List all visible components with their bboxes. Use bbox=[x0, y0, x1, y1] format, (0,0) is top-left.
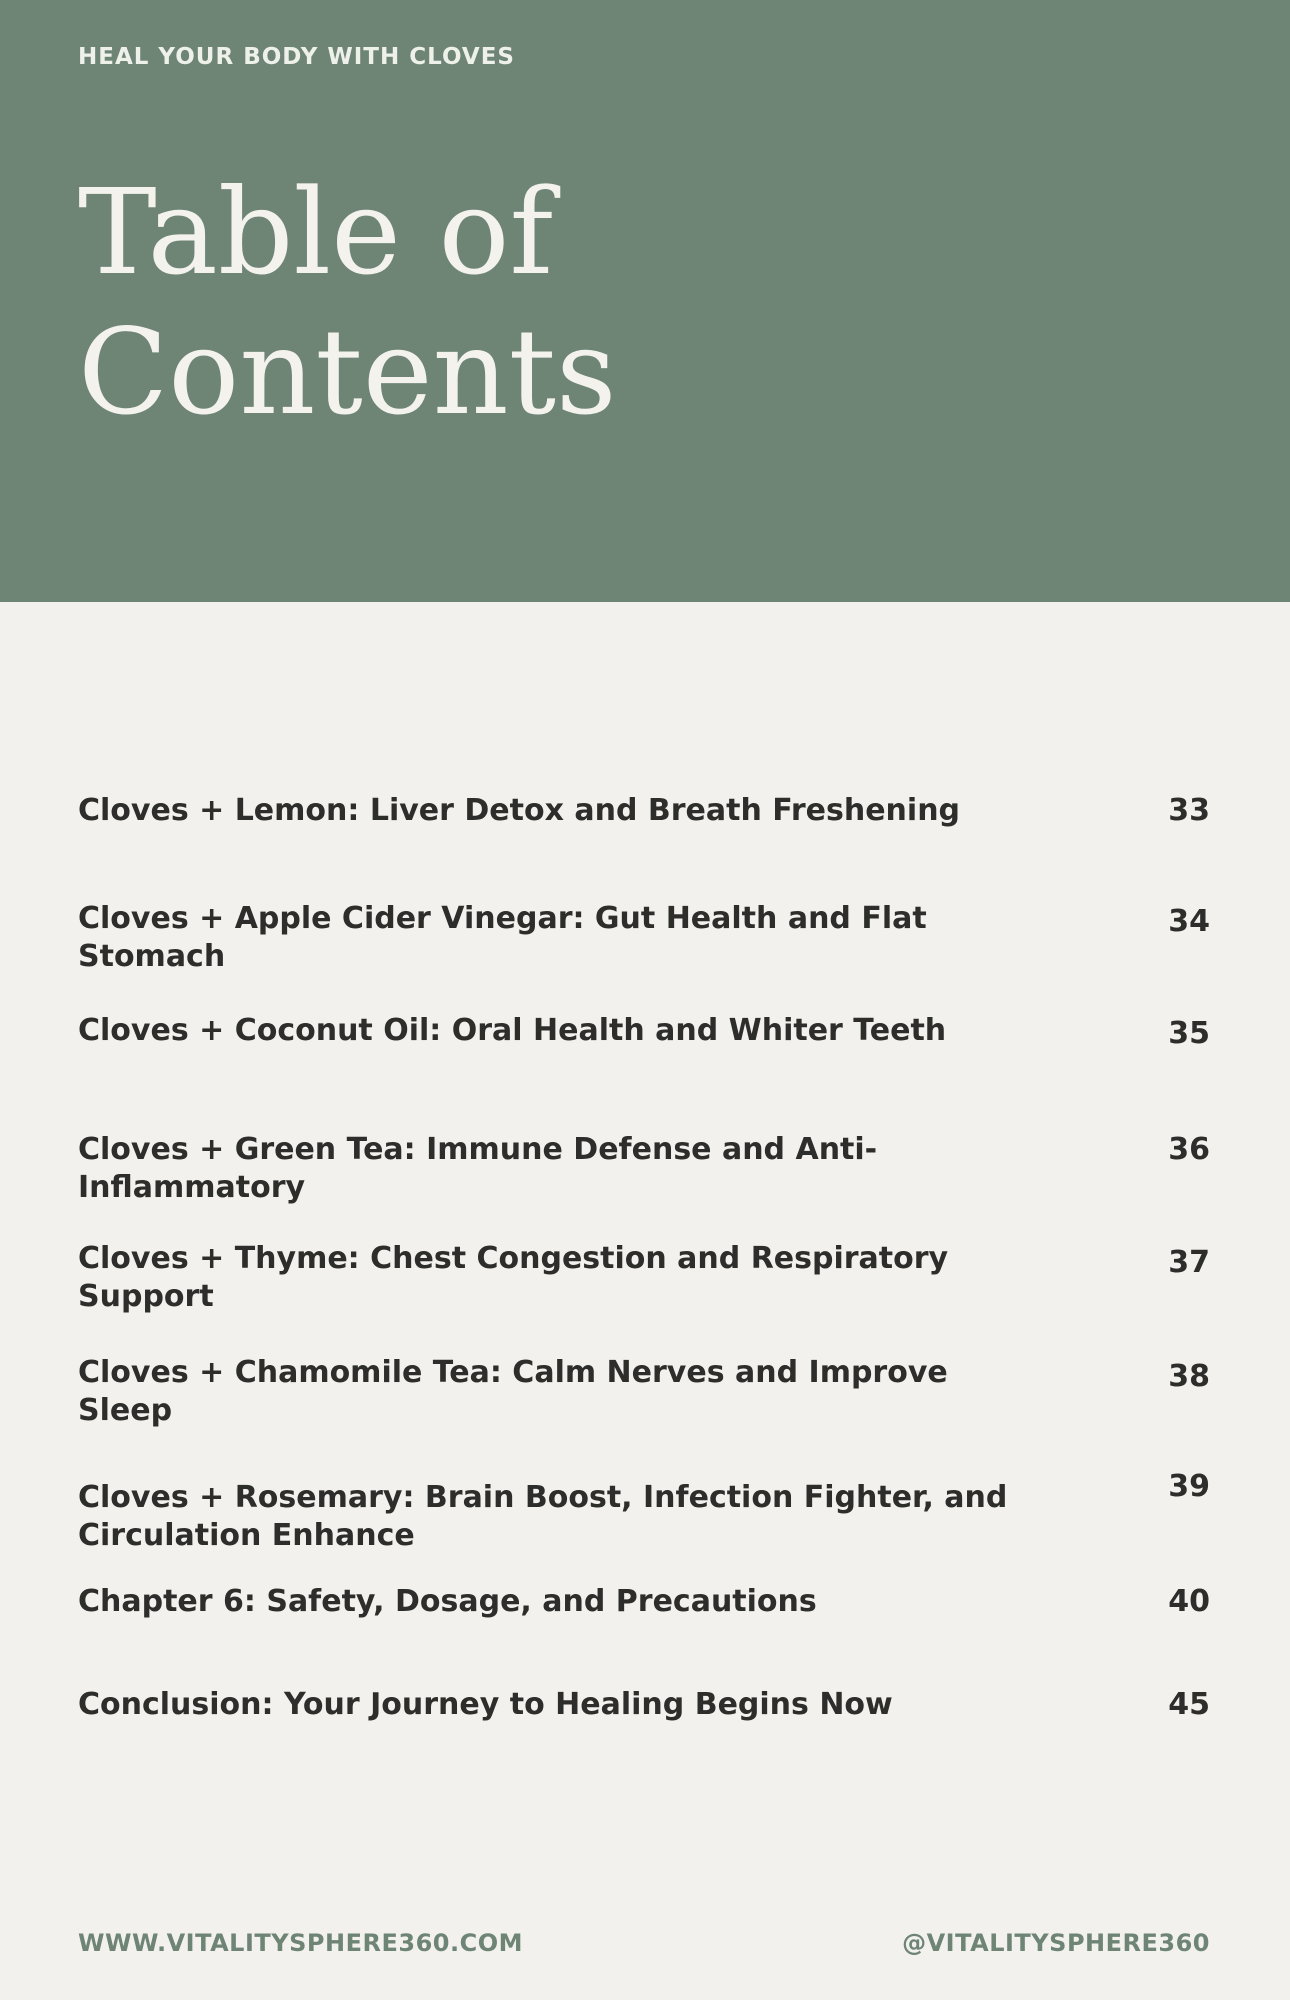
toc-entry-title-line-1: Cloves + Lemon: Liver Detox and Breath Freshening bbox=[78, 793, 961, 828]
toc-entry-title-line-1: Cloves + Chamomile Tea: Calm Nerves and Improve Sleep bbox=[78, 1355, 948, 1428]
toc-entry-title-line-2: Circulation Enhance bbox=[78, 1518, 415, 1553]
toc-entry-title-line-1: Cloves + Rosemary: Brain Boost, Infection Fighter, and bbox=[78, 1480, 1008, 1515]
toc-entry-title bbox=[78, 1686, 1028, 1724]
toc-entry-title-line-2: Support bbox=[78, 1279, 214, 1314]
page-title-line-1: Table of bbox=[78, 163, 554, 301]
footer-website-link[interactable]: WWW.VITALITYSPHERE360.COM bbox=[78, 1929, 523, 1957]
footer-social-handle[interactable]: @VITALITYSPHERE360 bbox=[902, 1929, 1210, 1957]
toc-entry-title-line-1: Cloves + Green Tea: Immune Defense and Anti- bbox=[78, 1132, 878, 1167]
toc-entry-title-line-1: Cloves + Apple Cider Vinegar: Gut Health and Flat bbox=[78, 901, 927, 936]
toc-entry-title bbox=[78, 792, 1028, 830]
toc-entry-page-number: 37 bbox=[1168, 1245, 1210, 1280]
toc-entry-page-number: 45 bbox=[1168, 1687, 1210, 1722]
toc-entry-page-number: 33 bbox=[1168, 793, 1210, 828]
page-title-line-2: Contents bbox=[78, 303, 617, 441]
toc-entry-title bbox=[78, 1354, 1028, 1430]
toc-entry-title bbox=[78, 1479, 1028, 1555]
toc-entry-title bbox=[78, 900, 1028, 976]
toc-entry-page-number: 35 bbox=[1168, 1016, 1210, 1051]
toc-entry-title-line-1: Cloves + Thyme: Chest Congestion and Respiratory bbox=[78, 1241, 949, 1276]
toc-entry-title-line-1: Chapter 6: Safety, Dosage, and Precautions bbox=[78, 1584, 817, 1619]
toc-entry-title bbox=[78, 1012, 1028, 1050]
toc-entry-title-line-1: Cloves + Coconut Oil: Oral Health and Whiter Teeth bbox=[78, 1013, 947, 1048]
table-of-contents bbox=[78, 0, 1210, 2000]
toc-entry-title-line-2: Stomach bbox=[78, 939, 226, 974]
toc-entry-title bbox=[78, 1131, 1028, 1207]
toc-entry-title bbox=[78, 1240, 1028, 1316]
toc-entry-page-number: 39 bbox=[1168, 1469, 1210, 1504]
toc-entry-title-line-2: Inflammatory bbox=[78, 1170, 306, 1205]
toc-entry-page-number: 40 bbox=[1168, 1584, 1210, 1619]
toc-entry-page-number: 34 bbox=[1168, 904, 1210, 939]
toc-entry-page-number: 36 bbox=[1168, 1132, 1210, 1167]
toc-entry-title-line-1: Conclusion: Your Journey to Healing Begins Now bbox=[78, 1687, 893, 1722]
book-title-kicker: HEAL YOUR BODY WITH CLOVES bbox=[78, 44, 515, 70]
toc-entry-page-number: 38 bbox=[1168, 1359, 1210, 1394]
toc-entry-title bbox=[78, 1583, 1028, 1621]
